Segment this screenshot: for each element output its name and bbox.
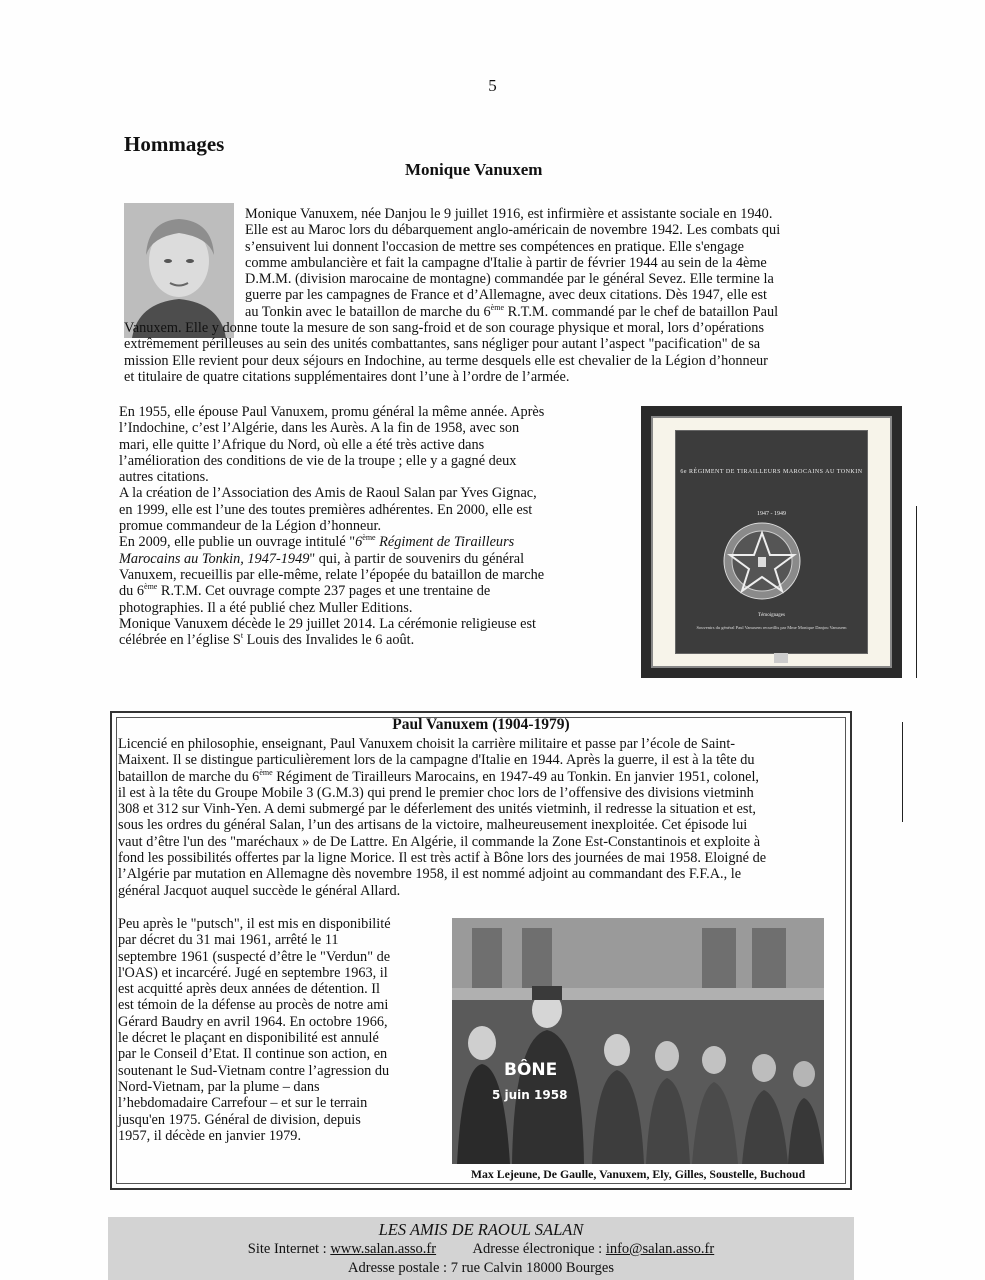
paul-line: 308 et 312 sur Vinh-Yen. A demi submergé par le déferlement des unités vietminh, il redresse la situation et est, (118, 801, 757, 818)
photo-overlay-place: BÔNE (504, 1060, 558, 1080)
superscript: ème (490, 303, 504, 313)
text-span: En 2009, elle publie un ouvrage intitulé " (119, 534, 356, 551)
monique-line: Elle est au Maroc lors du débarquement anglo-américain de novembre 1942. Les combats qui (245, 222, 781, 239)
monique-line: mari, elle quitte l’Afrique du Nord, où elle a été très active dans (119, 436, 485, 453)
monique-line: Monique Vanuxem, née Danjou le 9 juillet 1916, est infirmière et assistante sociale en 1940. (245, 206, 773, 222)
book-cover-frame (651, 416, 892, 668)
footer-title: LES AMIS DE RAOUL SALAN (378, 1220, 584, 1239)
photo-caption: Max Lejeune, De Gaulle, Vanuxem, Ely, Gilles, Soustelle, Buchoud (470, 1167, 806, 1181)
text-span: Régiment de Tirailleurs Marocains, en 1947-49 au Tonkin. En janvier 1951, colonel, (272, 768, 760, 785)
monique-line (245, 304, 845, 320)
monique-line: guerre par les campagnes de France et d’Allemagne, avec deux citations. Dès 1947, elle est (245, 287, 768, 304)
book-cover-credits: Souvenirs du général Paul Vanuxem recueillis par Mme Monique Danjou Vanuxem (696, 625, 847, 630)
paul-full-text (118, 736, 844, 899)
paul-line: l'OAS) et incarcéré. Jugé en septembre 1963, il (118, 964, 388, 981)
paul-line: fond les possibilités offertes par la ligne Morice. Il est très actif à Bône lors des journées de mai 1958. Eloigné de (118, 850, 767, 867)
paul-line: le décret le plaçant en disponibilité est annulé (118, 1030, 379, 1047)
monique-line: s’ensuivent lui donnent l'occasion de mettre ses compétences en pratique. Elle s'engage (245, 238, 745, 255)
paul-line: Gérard Baudry en avril 1964. En octobre 1966, (118, 1013, 388, 1030)
monique-line (119, 551, 599, 567)
text-span: Louis des Invalides le 6 août. (243, 632, 415, 649)
text-span: du 6 (119, 583, 145, 600)
paul-line: l’hebdomadaire Carrefour – et sur le terrain (118, 1095, 368, 1112)
site-link[interactable]: www.salan.asso.fr (330, 1241, 437, 1257)
text-span: célébrée en l’église S (119, 632, 241, 649)
monique-line: D.M.M. (division marocaine de montagne) commandée par le général Sevez. Elle termine la (245, 271, 774, 288)
paul-line: Maixent. Il se distingue particulièrement lors de la campagne d'Italie en 1944. Après la guerre, il est à la tête du (118, 752, 755, 769)
italic-text: 6 (355, 534, 363, 551)
email-link[interactable]: info@salan.asso.fr (605, 1241, 715, 1257)
monique-intro-full (124, 320, 845, 385)
italic-text: Régiment de Tirailleurs (375, 534, 515, 551)
monique-line: Vanuxem. Elle y donne toute la mesure de son sang-froid et de son courage physique et moral, lors d’opérations (124, 320, 765, 336)
superscript: ème (362, 533, 376, 543)
monique-line: en 1999, elle est l’une des toutes premières adhérentes. En 2000, elle est (119, 501, 533, 518)
footer-postal-address: Adresse postale : 7 rue Calvin 18000 Bourges (348, 1260, 614, 1276)
monique-line: l’Indochine, c’est l’Algérie, dans les Aurès. A la fin de 1958, avec son (119, 420, 520, 437)
paul-line: par le Conseil d’Etat. Il continue son action, en (118, 1046, 388, 1063)
paul-narrow-text (118, 916, 444, 1144)
paul-line: général Jacquot auquel succède le général Allard. (118, 882, 401, 899)
monique-line (119, 583, 599, 599)
monique-line: autres citations. (119, 469, 209, 486)
paul-line: est témoin de la défense au procès de notre ami (118, 997, 389, 1014)
text-span: bataillon de marche du 6 (118, 768, 260, 785)
paul-line: 1957, il décède en janvier 1979. (118, 1127, 302, 1144)
paul-line: Licencié en philosophie, enseignant, Paul Vanuxem choisit la carrière militaire et passe par l’école de Saint- (118, 736, 736, 752)
superscript: t (240, 631, 244, 641)
site-label: Site Internet : (247, 1241, 327, 1257)
paul-line: sous les ordres du général Salan, l’un des artisans de la victoire, malheureusement inexploitée. Cet épisode lui (118, 817, 748, 834)
monique-line: Monique Vanuxem décède le 29 juillet 2014. La cérémonie religieuse est (119, 615, 536, 632)
monique-line: comme ambulancière et fait la campagne d'Italie à partir de février 1944 au sein de la 4ème (245, 254, 767, 271)
monique-line: l’amélioration des conditions de vie de la troupe ; elle y a gagné deux (119, 452, 517, 469)
monique-intro-wrapped (245, 206, 845, 320)
paul-line: soutenant le Sud-Vietnam contre l’agression du (118, 1062, 390, 1079)
monique-line: photographies. Il a été publié chez Muller Editions. (119, 599, 413, 616)
margin-pen-mark (902, 722, 903, 822)
superscript: ème (144, 582, 158, 592)
email-label: Adresse électronique : (472, 1241, 603, 1257)
italic-text: Marocains au Tonkin, 1947-1949 (119, 550, 310, 567)
book-cover-panel (675, 430, 868, 654)
paul-line: vaut d’être l'un des "maréchaux » de De Lattre. En Algérie, il commande la Zone Est-Constantinois et exploite à (118, 833, 761, 850)
monique-line: A la création de l’Association des Amis de Raoul Salan par Yves Gignac, (119, 485, 537, 502)
pentagram-seal-icon (722, 521, 802, 601)
monique-line: Vanuxem, recueillis par elle-même, relate l’épopée du bataillon de marche (119, 566, 545, 583)
margin-pen-mark (916, 506, 917, 678)
paul-line: septembre 1961 (suspecté d’être le "Verdun" de (118, 948, 391, 965)
book-cover-title: 6e RÉGIMENT DE TIRAILLEURS MAROCAINS AU TONKIN (680, 469, 863, 475)
historical-photo (452, 918, 824, 1164)
paul-line: Nord-Vietnam, par la plume – dans (118, 1078, 320, 1095)
photo-overlay-date: 5 juin 1958 (492, 1088, 568, 1102)
publisher-logo-icon (774, 653, 788, 663)
book-cover-years: 1947 - 1949 (757, 511, 786, 517)
paul-line: par décret du 31 mai 1961, arrêté le 11 (118, 932, 339, 949)
text-span: au Tonkin avec le bataillon de marche du 6 (245, 303, 491, 320)
monique-line: mission Elle revient pour deux séjours en Indochine, au terme desquels elle est chevalier de la Légion d’honneur (124, 352, 768, 369)
paul-line (118, 769, 844, 785)
portrait-photo (124, 203, 234, 338)
article-title: Monique Vanuxem (405, 160, 543, 179)
paul-box-title: Paul Vanuxem (1904-1979) (392, 716, 570, 733)
page-number: 5 (488, 76, 497, 95)
paul-line: l’Algérie par mutation en Allemagne dès novembre 1958, il est nommé adjoint au commandant des F.F.A., le (118, 866, 742, 883)
paul-line: il est à la tête du Groupe Mobile 3 (G.M.3) qui prend le premier choc lors de l’offensive des divisions vietminh (118, 784, 754, 801)
monique-line: et titulaire de quatre citations supplémentaires dont l’une à l’ordre de l’armée. (124, 368, 570, 385)
monique-line (119, 632, 599, 648)
book-cover-image (641, 406, 902, 678)
superscript: ème (259, 767, 273, 777)
paul-line: jusqu'en 1975. Général de division, depuis (118, 1111, 361, 1128)
monique-line: En 1955, elle épouse Paul Vanuxem, promu général la même année. Après (119, 404, 545, 420)
text-span: R.T.M. commandé par le chef de bataillon Paul (504, 303, 779, 320)
footer-contact-line (108, 1241, 854, 1258)
monique-line: promue commandeur de la Légion d’honneur. (119, 518, 382, 535)
book-cover-subtitle: Témoignages (758, 613, 785, 618)
text-span: R.T.M. Cet ouvrage compte 237 pages et une trentaine de (157, 583, 491, 600)
text-span: " qui, à partir de souvenirs du général (309, 550, 525, 567)
monique-left-column (119, 404, 599, 648)
paul-line: est acquitté après deux années de détention. Il (118, 981, 381, 998)
paul-line: Peu après le "putsch", il est mis en disponibilité (118, 916, 391, 932)
monique-line (119, 534, 599, 550)
section-title: Hommages (124, 132, 225, 156)
monique-line: extrêmement périlleuses au sein des unités combattantes, sans négliger pour autant l’aspect "pacification" de sa (124, 336, 761, 353)
